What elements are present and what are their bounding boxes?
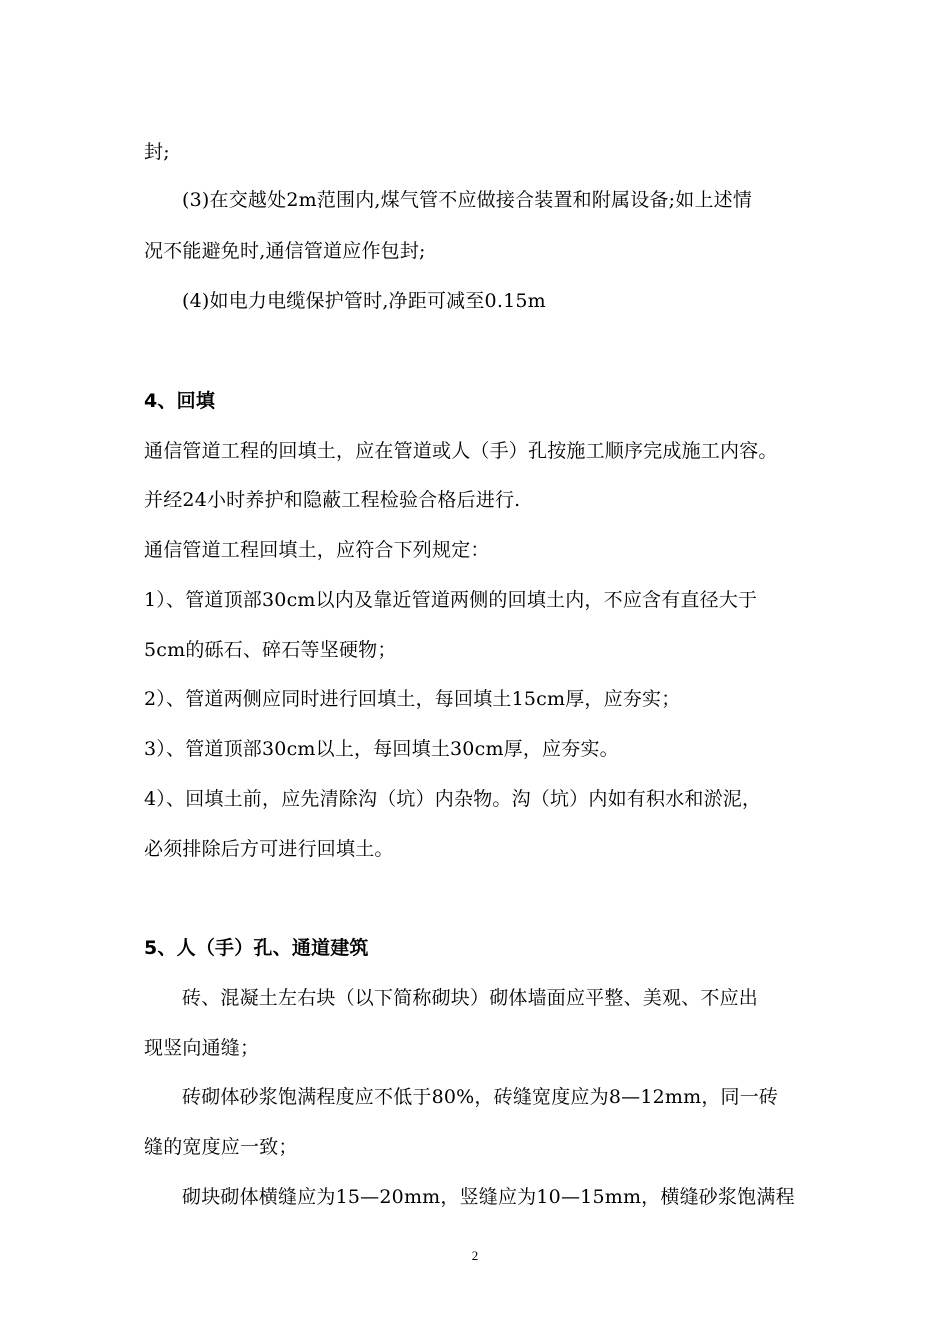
page-number: 2 bbox=[471, 1248, 479, 1263]
text-line: (4)如电力电缆保护管时,净距可减至0.15m bbox=[182, 290, 546, 312]
text-line: 砖、混凝土左右块（以下简称砌块）砌体墙面应平整、美观、不应出 bbox=[182, 987, 759, 1009]
text-line: 5cm的砾石、碎石等坚硬物； bbox=[144, 639, 397, 661]
text-line: 3）、管道顶部30cm以上，每回填土30cm厚，应夯实。 bbox=[144, 738, 619, 760]
text-line: 2）、管道两侧应同时进行回填土，每回填土15cm厚，应夯实； bbox=[144, 688, 681, 710]
text-line: 必须排除后方可进行回填土。 bbox=[144, 838, 394, 860]
text-line: 1）、管道顶部30cm以内及靠近管道两侧的回填土内，不应含有直径大于 bbox=[144, 589, 758, 611]
text-line: 现竖向通缝； bbox=[144, 1037, 260, 1059]
text-line: 并经24小时养护和隐蔽工程检验合格后进行. bbox=[144, 489, 521, 511]
text-line: 4）、回填土前，应先清除沟（坑）内杂物。沟（坑）内如有积水和淤泥， bbox=[144, 788, 762, 810]
section-heading: 4、回填 bbox=[144, 390, 216, 412]
text-line: 况不能避免时,通信管道应作包封; bbox=[144, 240, 426, 262]
text-line: 砌块砌体横缝应为15—20mm，竖缝应为10—15mm，横缝砂浆饱满程 bbox=[182, 1186, 795, 1208]
section-heading: 5、人（手）孔、通道建筑 bbox=[144, 937, 369, 959]
text-line: 砖砌体砂浆饱满程度应不低于80%，砖缝宽度应为8—12mm，同一砖 bbox=[182, 1086, 779, 1108]
text-line: 缝的宽度应一致； bbox=[144, 1136, 298, 1158]
text-line: (3)在交越处2m范围内,煤气管不应做接合装置和附属设备;如上述情 bbox=[182, 189, 753, 211]
text-line: 通信管道工程回填土，应符合下列规定： bbox=[144, 539, 490, 561]
text-line: 通信管道工程的回填土，应在管道或人（手）孔按施工顺序完成施工内容。 bbox=[144, 440, 778, 462]
text-line: 封; bbox=[144, 141, 170, 163]
